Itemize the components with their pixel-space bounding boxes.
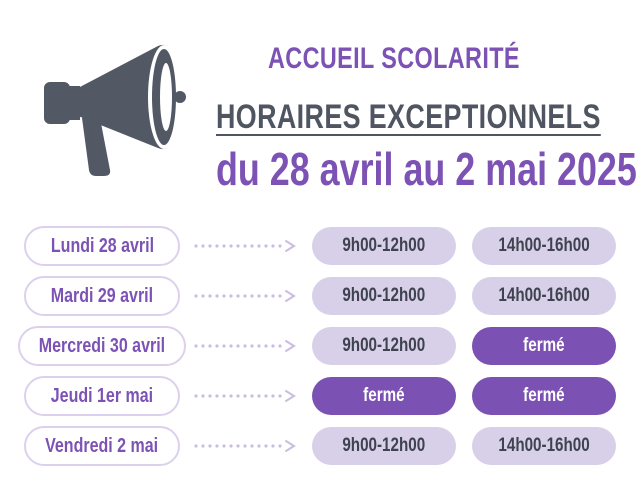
day-label: Mercredi 30 avril	[18, 326, 186, 366]
morning-slot: 9h00-12h00	[312, 427, 456, 465]
morning-slot: 9h00-12h00	[312, 277, 456, 315]
schedule-row	[0, 276, 640, 316]
day-label: Jeudi 1er mai	[24, 376, 180, 416]
schedule-row	[0, 376, 640, 416]
date-range: du 28 avril au 2 mai 2025	[216, 143, 637, 195]
morning-slot: fermé	[312, 377, 456, 415]
afternoon-slot: 14h00-16h00	[472, 227, 616, 265]
page-subtitle: ACCUEIL SCOLARITÉ	[268, 42, 520, 75]
schedule-row	[0, 426, 640, 466]
dotted-arrow-icon	[192, 388, 302, 404]
page-title: HORAIRES EXCEPTIONNELS	[216, 98, 601, 136]
day-label: Mardi 29 avril	[24, 276, 180, 316]
schedule-row	[0, 226, 640, 266]
schedule-row	[0, 326, 640, 366]
afternoon-slot: 14h00-16h00	[472, 277, 616, 315]
dotted-arrow-icon	[192, 338, 302, 354]
dotted-arrow-icon	[192, 288, 302, 304]
afternoon-slot: 14h00-16h00	[472, 427, 616, 465]
morning-slot: 9h00-12h00	[312, 227, 456, 265]
dotted-arrow-icon	[192, 238, 302, 254]
day-label: Lundi 28 avril	[24, 226, 180, 266]
day-label: Vendredi 2 mai	[24, 426, 180, 466]
afternoon-slot: fermé	[472, 327, 616, 365]
dotted-arrow-icon	[192, 438, 302, 454]
morning-slot: 9h00-12h00	[312, 327, 456, 365]
megaphone-icon	[40, 32, 200, 182]
afternoon-slot: fermé	[472, 377, 616, 415]
